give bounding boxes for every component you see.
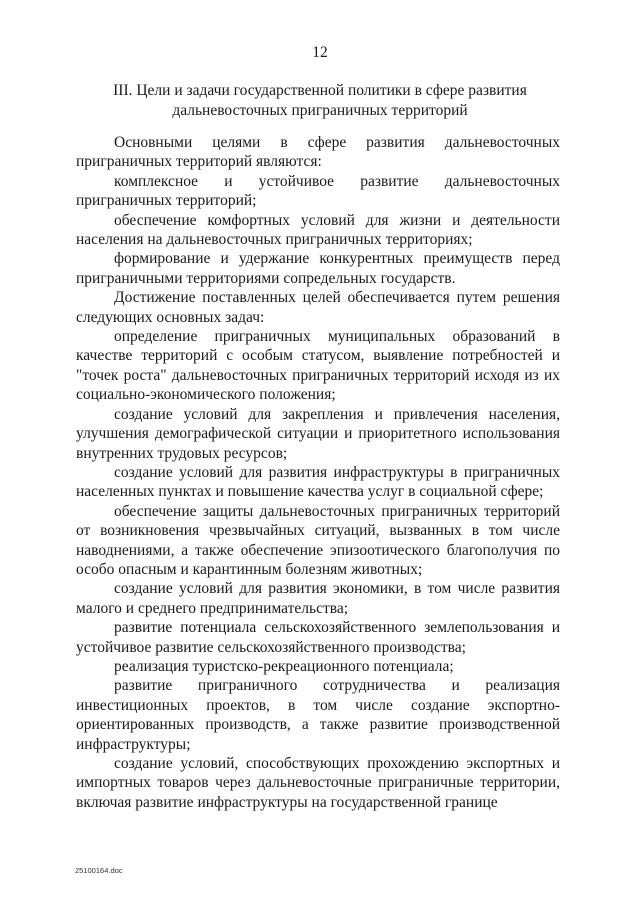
paragraph-task-infrastructure: создание условий для развития инфраструктуры в приграничных населенных пунктах и повышение качества услуг в социальной сфере;	[76, 463, 560, 501]
paragraph-goal-comfort: обеспечение комфортных условий для жизни и деятельности населения на дальневосточных приграничных территориях;	[76, 211, 560, 249]
paragraph-task-protection: обеспечение защиты дальневосточных приграничных территорий от возникновения чрезвычайных ситуаций, вызванных в том числе наводнениями, а также обеспечение эпизоотического благополучия по особо опасным и карантинным болезням животных;	[76, 502, 560, 578]
paragraph-task-agriculture: развитие потенциала сельскохозяйственного землепользования и устойчивое развитие сельскохозяйственного производства;	[76, 619, 560, 656]
body-text	[76, 133, 560, 812]
paragraph-task-trade: создание условий, способствующих прохождению экспортных и импортных товаров через дальневосточные приграничные территории, включая развитие инфраструктуры на государственной границе	[76, 755, 560, 811]
paragraph-task-cooperation: развитие приграничного сотрудничества и реализация инвестиционных проектов, в том числе создание экспортно-ориентированных производств, а также развитие производственной инфраструктуры;	[76, 677, 560, 753]
paragraph-task-population: создание условий для закрепления и привлечения населения, улучшения демографической ситуации и приоритетного использования внутренних трудовых ресурсов;	[76, 405, 560, 462]
paragraph-task-economy: создание условий для развития экономики, в том числе развития малого и среднего предпринимательства;	[76, 580, 560, 617]
paragraph-goal-development: комплексное и устойчивое развитие дальневосточных приграничных территорий;	[76, 172, 560, 210]
page-number: 12	[312, 44, 328, 61]
document-file-code: 25100164.doc	[75, 866, 123, 875]
section-title	[100, 81, 540, 120]
paragraph-tasks-intro: Достижение поставленных целей обеспечивается путем решения следующих основных задач:	[76, 289, 560, 326]
paragraph-task-tourism: реализация туристско-рекреационного потенциала;	[114, 657, 454, 675]
paragraph-goals-intro: Основными целями в сфере развития дальневосточных приграничных территорий являются:	[76, 134, 560, 171]
section-title-line-1: III. Цели и задачи государственной политики в сфере развития	[113, 82, 527, 99]
paragraph-task-municipalities: определение приграничных муниципальных образований в качестве территорий с особым статусом, выявление потребностей и "точек роста" дальневосточных приграничных территорий исходя из их социально-экономического положения;	[76, 328, 560, 404]
section-title-line-2: дальневосточных приграничных территорий	[172, 101, 468, 119]
paragraph-goal-competitiveness: формирование и удержание конкурентных преимуществ перед приграничными территориями сопредельных государств.	[76, 250, 560, 287]
